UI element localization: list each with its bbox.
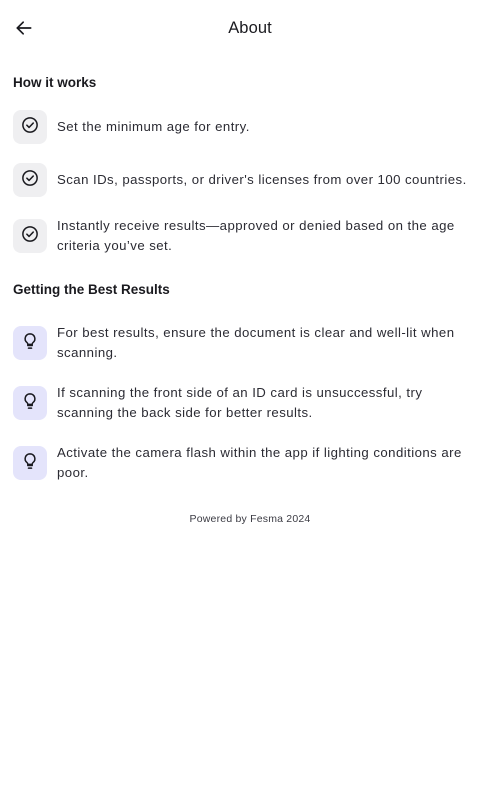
lightbulb-icon bbox=[21, 332, 39, 355]
item-text: Activate the camera flash within the app if lighting conditions are poor. bbox=[57, 445, 462, 480]
item-text: Instantly receive results—approved or denied based on the age criteria you’ve set. bbox=[57, 218, 455, 253]
list-item bbox=[13, 163, 478, 197]
check-icon-tile bbox=[13, 110, 47, 144]
bulb-icon-tile bbox=[13, 446, 47, 480]
list-item bbox=[13, 323, 478, 363]
item-text: Scan IDs, passports, or driver's licenses from over 100 countries. bbox=[57, 172, 467, 187]
item-text: For best results, ensure the document is clear and well-lit when scanning. bbox=[57, 325, 455, 360]
list-item bbox=[13, 110, 478, 144]
check-circle-icon bbox=[21, 169, 39, 192]
list-item bbox=[13, 216, 478, 256]
app-bar bbox=[0, 0, 500, 60]
bulb-icon-tile bbox=[13, 326, 47, 360]
check-circle-icon bbox=[21, 225, 39, 248]
page-title: About bbox=[228, 19, 272, 37]
list-item bbox=[13, 443, 478, 483]
check-icon-tile bbox=[13, 163, 47, 197]
item-text: Set the minimum age for entry. bbox=[57, 119, 250, 134]
lightbulb-icon bbox=[21, 392, 39, 415]
item-text: If scanning the front side of an ID card is unsuccessful, try scanning the back side for better results. bbox=[57, 385, 423, 420]
check-icon-tile bbox=[13, 219, 47, 253]
section-title-how-it-works: How it works bbox=[13, 75, 97, 90]
section-title-best-results: Getting the Best Results bbox=[13, 282, 170, 297]
list-item bbox=[13, 383, 478, 423]
footer-credit: Powered by Fesma 2024 bbox=[189, 513, 311, 525]
lightbulb-icon bbox=[21, 452, 39, 475]
check-circle-icon bbox=[21, 116, 39, 139]
bulb-icon-tile bbox=[13, 386, 47, 420]
